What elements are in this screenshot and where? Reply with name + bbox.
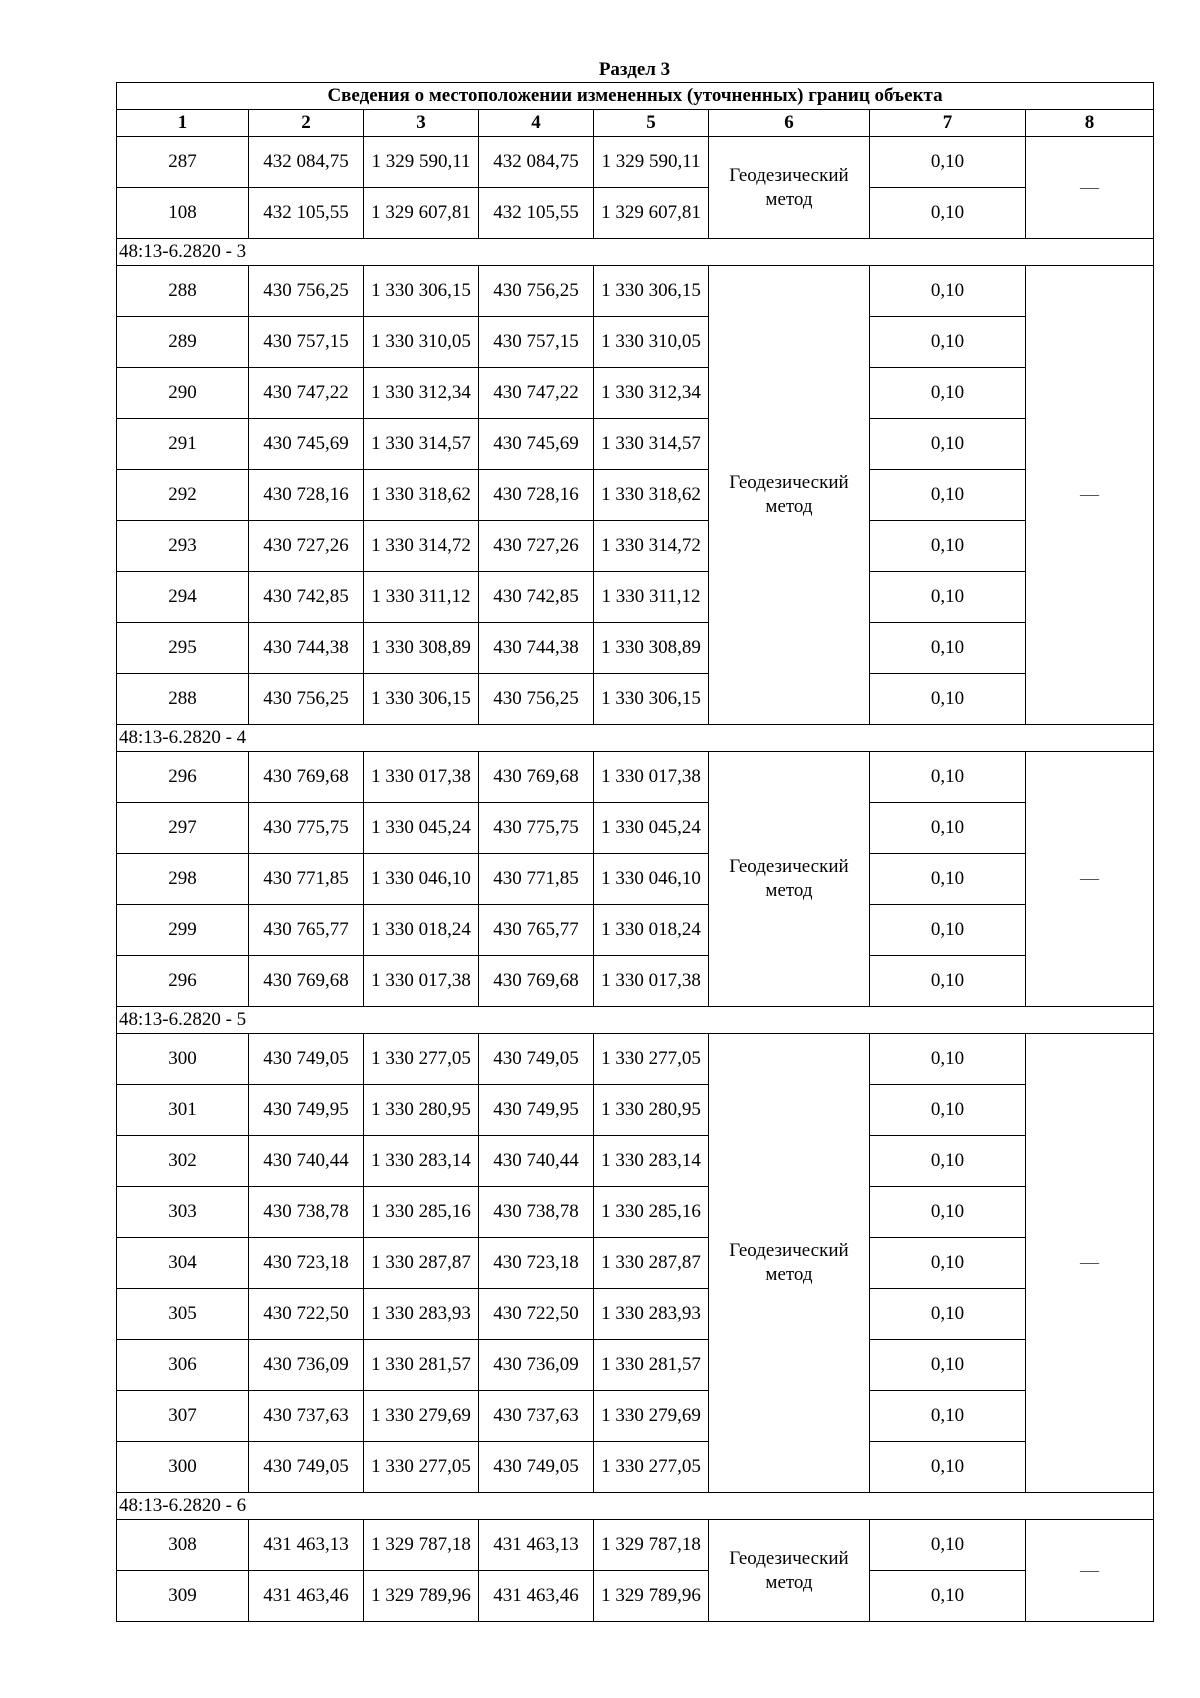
accuracy-value: 0,10 bbox=[870, 803, 1026, 854]
x-coordinate: 430 722,50 bbox=[249, 1289, 364, 1340]
y-coordinate: 1 329 607,81 bbox=[364, 188, 479, 239]
y-coordinate-new: 1 330 306,15 bbox=[594, 266, 709, 317]
x-coordinate-new: 430 757,15 bbox=[479, 317, 594, 368]
y-coordinate-new: 1 330 287,87 bbox=[594, 1238, 709, 1289]
y-coordinate: 1 330 281,57 bbox=[364, 1340, 479, 1391]
x-coordinate: 430 775,75 bbox=[249, 803, 364, 854]
section-title: Раздел 3 bbox=[598, 59, 671, 80]
column-number: 7 bbox=[870, 110, 1026, 137]
point-number: 298 bbox=[117, 854, 249, 905]
table-body bbox=[117, 83, 1154, 1622]
y-coordinate: 1 330 017,38 bbox=[364, 752, 479, 803]
x-coordinate-new: 430 738,78 bbox=[479, 1187, 594, 1238]
y-coordinate: 1 330 308,89 bbox=[364, 623, 479, 674]
accuracy-value: 0,10 bbox=[870, 752, 1026, 803]
column-8-dash: — bbox=[1026, 752, 1154, 1007]
accuracy-value: 0,10 bbox=[870, 1085, 1026, 1136]
x-coordinate: 430 745,69 bbox=[249, 419, 364, 470]
x-coordinate-new: 430 765,77 bbox=[479, 905, 594, 956]
y-coordinate-new: 1 330 283,14 bbox=[594, 1136, 709, 1187]
y-coordinate-new: 1 330 279,69 bbox=[594, 1391, 709, 1442]
accuracy-value: 0,10 bbox=[870, 317, 1026, 368]
point-number: 108 bbox=[117, 188, 249, 239]
accuracy-value: 0,10 bbox=[870, 1187, 1026, 1238]
x-coordinate-new: 430 769,68 bbox=[479, 956, 594, 1007]
x-coordinate: 430 742,85 bbox=[249, 572, 364, 623]
y-coordinate: 1 329 789,96 bbox=[364, 1571, 479, 1622]
x-coordinate: 430 749,05 bbox=[249, 1442, 364, 1493]
column-number: 4 bbox=[479, 110, 594, 137]
accuracy-value: 0,10 bbox=[870, 521, 1026, 572]
x-coordinate: 430 757,15 bbox=[249, 317, 364, 368]
x-coordinate: 430 749,95 bbox=[249, 1085, 364, 1136]
point-number: 291 bbox=[117, 419, 249, 470]
column-number-row bbox=[117, 110, 1154, 137]
y-coordinate: 1 330 287,87 bbox=[364, 1238, 479, 1289]
accuracy-value: 0,10 bbox=[870, 368, 1026, 419]
point-number: 295 bbox=[117, 623, 249, 674]
accuracy-value: 0,10 bbox=[870, 623, 1026, 674]
y-coordinate: 1 330 306,15 bbox=[364, 674, 479, 725]
y-coordinate: 1 329 787,18 bbox=[364, 1520, 479, 1571]
x-coordinate-new: 430 728,16 bbox=[479, 470, 594, 521]
table-row bbox=[117, 1340, 1154, 1391]
accuracy-value: 0,10 bbox=[870, 470, 1026, 521]
accuracy-value: 0,10 bbox=[870, 1034, 1026, 1085]
table-row bbox=[117, 368, 1154, 419]
method-cell: Геодезический метод bbox=[709, 1520, 870, 1622]
y-coordinate-new: 1 330 318,62 bbox=[594, 470, 709, 521]
y-coordinate: 1 330 318,62 bbox=[364, 470, 479, 521]
point-number: 296 bbox=[117, 752, 249, 803]
accuracy-value: 0,10 bbox=[870, 188, 1026, 239]
x-coordinate-new: 430 756,25 bbox=[479, 266, 594, 317]
table-row bbox=[117, 1520, 1154, 1571]
x-coordinate-new: 430 737,63 bbox=[479, 1391, 594, 1442]
accuracy-value: 0,10 bbox=[870, 266, 1026, 317]
x-coordinate-new: 430 742,85 bbox=[479, 572, 594, 623]
method-cell: Геодезический метод bbox=[709, 1034, 870, 1493]
column-number: 1 bbox=[117, 110, 249, 137]
table-row bbox=[117, 521, 1154, 572]
x-coordinate-new: 430 723,18 bbox=[479, 1238, 594, 1289]
accuracy-value: 0,10 bbox=[870, 956, 1026, 1007]
table-title: Сведения о местоположении измененных (уточненных) границ объекта bbox=[117, 83, 1154, 110]
x-coordinate-new: 430 740,44 bbox=[479, 1136, 594, 1187]
y-coordinate-new: 1 330 306,15 bbox=[594, 674, 709, 725]
group-label-row bbox=[117, 1007, 1154, 1034]
y-coordinate: 1 330 310,05 bbox=[364, 317, 479, 368]
table-row bbox=[117, 1571, 1154, 1622]
x-coordinate-new: 430 749,05 bbox=[479, 1442, 594, 1493]
y-coordinate-new: 1 329 607,81 bbox=[594, 188, 709, 239]
x-coordinate: 430 736,09 bbox=[249, 1340, 364, 1391]
x-coordinate-new: 430 744,38 bbox=[479, 623, 594, 674]
method-cell: Геодезический метод bbox=[709, 137, 870, 239]
y-coordinate-new: 1 329 789,96 bbox=[594, 1571, 709, 1622]
y-coordinate-new: 1 330 314,72 bbox=[594, 521, 709, 572]
column-8-dash: — bbox=[1026, 266, 1154, 725]
point-number: 308 bbox=[117, 1520, 249, 1571]
y-coordinate: 1 330 277,05 bbox=[364, 1442, 479, 1493]
y-coordinate-new: 1 330 280,95 bbox=[594, 1085, 709, 1136]
x-coordinate: 430 744,38 bbox=[249, 623, 364, 674]
point-number: 288 bbox=[117, 674, 249, 725]
x-coordinate-new: 432 084,75 bbox=[479, 137, 594, 188]
accuracy-value: 0,10 bbox=[870, 1340, 1026, 1391]
table-row bbox=[117, 803, 1154, 854]
group-label: 48:13-6.2820 - 5 bbox=[117, 1007, 1154, 1034]
x-coordinate: 432 084,75 bbox=[249, 137, 364, 188]
y-coordinate: 1 330 018,24 bbox=[364, 905, 479, 956]
accuracy-value: 0,10 bbox=[870, 1442, 1026, 1493]
x-coordinate: 431 463,13 bbox=[249, 1520, 364, 1571]
point-number: 303 bbox=[117, 1187, 249, 1238]
point-number: 294 bbox=[117, 572, 249, 623]
point-number: 289 bbox=[117, 317, 249, 368]
table-row bbox=[117, 1442, 1154, 1493]
accuracy-value: 0,10 bbox=[870, 854, 1026, 905]
x-coordinate: 430 756,25 bbox=[249, 674, 364, 725]
x-coordinate-new: 431 463,46 bbox=[479, 1571, 594, 1622]
table-row bbox=[117, 905, 1154, 956]
y-coordinate-new: 1 330 017,38 bbox=[594, 956, 709, 1007]
point-number: 300 bbox=[117, 1034, 249, 1085]
x-coordinate-new: 430 756,25 bbox=[479, 674, 594, 725]
point-number: 292 bbox=[117, 470, 249, 521]
point-number: 306 bbox=[117, 1340, 249, 1391]
x-coordinate: 430 723,18 bbox=[249, 1238, 364, 1289]
y-coordinate-new: 1 330 285,16 bbox=[594, 1187, 709, 1238]
accuracy-value: 0,10 bbox=[870, 1289, 1026, 1340]
x-coordinate-new: 430 749,05 bbox=[479, 1034, 594, 1085]
point-number: 288 bbox=[117, 266, 249, 317]
accuracy-value: 0,10 bbox=[870, 419, 1026, 470]
y-coordinate: 1 329 590,11 bbox=[364, 137, 479, 188]
y-coordinate: 1 330 312,34 bbox=[364, 368, 479, 419]
table-row bbox=[117, 266, 1154, 317]
y-coordinate: 1 330 045,24 bbox=[364, 803, 479, 854]
table-row bbox=[117, 956, 1154, 1007]
point-number: 302 bbox=[117, 1136, 249, 1187]
x-coordinate: 430 756,25 bbox=[249, 266, 364, 317]
x-coordinate-new: 431 463,13 bbox=[479, 1520, 594, 1571]
column-8-dash: — bbox=[1026, 1034, 1154, 1493]
table-row bbox=[117, 1238, 1154, 1289]
y-coordinate-new: 1 329 590,11 bbox=[594, 137, 709, 188]
point-number: 297 bbox=[117, 803, 249, 854]
x-coordinate-new: 430 745,69 bbox=[479, 419, 594, 470]
table-row bbox=[117, 470, 1154, 521]
table-row bbox=[117, 1034, 1154, 1085]
x-coordinate: 430 737,63 bbox=[249, 1391, 364, 1442]
y-coordinate-new: 1 330 314,57 bbox=[594, 419, 709, 470]
accuracy-value: 0,10 bbox=[870, 1238, 1026, 1289]
table-row bbox=[117, 572, 1154, 623]
y-coordinate-new: 1 330 018,24 bbox=[594, 905, 709, 956]
point-number: 309 bbox=[117, 1571, 249, 1622]
y-coordinate-new: 1 330 283,93 bbox=[594, 1289, 709, 1340]
x-coordinate: 430 769,68 bbox=[249, 752, 364, 803]
point-number: 287 bbox=[117, 137, 249, 188]
accuracy-value: 0,10 bbox=[870, 1571, 1026, 1622]
y-coordinate-new: 1 330 281,57 bbox=[594, 1340, 709, 1391]
point-number: 299 bbox=[117, 905, 249, 956]
table-row bbox=[117, 674, 1154, 725]
y-coordinate: 1 330 279,69 bbox=[364, 1391, 479, 1442]
table-row bbox=[117, 1136, 1154, 1187]
y-coordinate: 1 330 017,38 bbox=[364, 956, 479, 1007]
point-number: 304 bbox=[117, 1238, 249, 1289]
x-coordinate-new: 430 747,22 bbox=[479, 368, 594, 419]
x-coordinate-new: 430 736,09 bbox=[479, 1340, 594, 1391]
y-coordinate-new: 1 330 311,12 bbox=[594, 572, 709, 623]
x-coordinate: 430 728,16 bbox=[249, 470, 364, 521]
accuracy-value: 0,10 bbox=[870, 572, 1026, 623]
y-coordinate: 1 330 314,72 bbox=[364, 521, 479, 572]
group-label-row bbox=[117, 725, 1154, 752]
y-coordinate-new: 1 330 277,05 bbox=[594, 1034, 709, 1085]
accuracy-value: 0,10 bbox=[870, 674, 1026, 725]
point-number: 301 bbox=[117, 1085, 249, 1136]
x-coordinate: 430 769,68 bbox=[249, 956, 364, 1007]
x-coordinate: 430 740,44 bbox=[249, 1136, 364, 1187]
column-number: 3 bbox=[364, 110, 479, 137]
table-row bbox=[117, 188, 1154, 239]
group-label: 48:13-6.2820 - 4 bbox=[117, 725, 1154, 752]
table-row bbox=[117, 1085, 1154, 1136]
x-coordinate: 430 747,22 bbox=[249, 368, 364, 419]
y-coordinate: 1 330 283,14 bbox=[364, 1136, 479, 1187]
y-coordinate: 1 330 285,16 bbox=[364, 1187, 479, 1238]
y-coordinate-new: 1 330 277,05 bbox=[594, 1442, 709, 1493]
x-coordinate: 432 105,55 bbox=[249, 188, 364, 239]
table-row bbox=[117, 1289, 1154, 1340]
method-cell: Геодезический метод bbox=[709, 266, 870, 725]
point-number: 296 bbox=[117, 956, 249, 1007]
point-number: 293 bbox=[117, 521, 249, 572]
column-number: 2 bbox=[249, 110, 364, 137]
y-coordinate: 1 330 311,12 bbox=[364, 572, 479, 623]
column-8-dash: — bbox=[1026, 137, 1154, 239]
column-number: 5 bbox=[594, 110, 709, 137]
accuracy-value: 0,10 bbox=[870, 905, 1026, 956]
y-coordinate-new: 1 329 787,18 bbox=[594, 1520, 709, 1571]
point-number: 290 bbox=[117, 368, 249, 419]
group-label: 48:13-6.2820 - 3 bbox=[117, 239, 1154, 266]
table-row bbox=[117, 317, 1154, 368]
table-row bbox=[117, 752, 1154, 803]
y-coordinate-new: 1 330 308,89 bbox=[594, 623, 709, 674]
column-number: 8 bbox=[1026, 110, 1154, 137]
table-row bbox=[117, 1391, 1154, 1442]
y-coordinate-new: 1 330 045,24 bbox=[594, 803, 709, 854]
x-coordinate-new: 430 769,68 bbox=[479, 752, 594, 803]
accuracy-value: 0,10 bbox=[870, 1136, 1026, 1187]
group-label-row bbox=[117, 239, 1154, 266]
group-label: 48:13-6.2820 - 6 bbox=[117, 1493, 1154, 1520]
column-8-dash: — bbox=[1026, 1520, 1154, 1622]
x-coordinate: 430 771,85 bbox=[249, 854, 364, 905]
point-number: 300 bbox=[117, 1442, 249, 1493]
table-row bbox=[117, 854, 1154, 905]
table-row bbox=[117, 419, 1154, 470]
method-cell: Геодезический метод bbox=[709, 752, 870, 1007]
y-coordinate-new: 1 330 046,10 bbox=[594, 854, 709, 905]
x-coordinate: 430 765,77 bbox=[249, 905, 364, 956]
accuracy-value: 0,10 bbox=[870, 1520, 1026, 1571]
y-coordinate: 1 330 277,05 bbox=[364, 1034, 479, 1085]
y-coordinate: 1 330 046,10 bbox=[364, 854, 479, 905]
point-number: 307 bbox=[117, 1391, 249, 1442]
y-coordinate-new: 1 330 312,34 bbox=[594, 368, 709, 419]
x-coordinate-new: 430 775,75 bbox=[479, 803, 594, 854]
accuracy-value: 0,10 bbox=[870, 137, 1026, 188]
table-row bbox=[117, 623, 1154, 674]
y-coordinate-new: 1 330 310,05 bbox=[594, 317, 709, 368]
x-coordinate: 430 727,26 bbox=[249, 521, 364, 572]
y-coordinate: 1 330 280,95 bbox=[364, 1085, 479, 1136]
x-coordinate: 431 463,46 bbox=[249, 1571, 364, 1622]
x-coordinate-new: 432 105,55 bbox=[479, 188, 594, 239]
x-coordinate-new: 430 749,95 bbox=[479, 1085, 594, 1136]
y-coordinate: 1 330 283,93 bbox=[364, 1289, 479, 1340]
boundary-coordinates-table bbox=[116, 82, 1154, 1622]
y-coordinate-new: 1 330 017,38 bbox=[594, 752, 709, 803]
y-coordinate: 1 330 314,57 bbox=[364, 419, 479, 470]
y-coordinate: 1 330 306,15 bbox=[364, 266, 479, 317]
group-label-row bbox=[117, 1493, 1154, 1520]
x-coordinate: 430 749,05 bbox=[249, 1034, 364, 1085]
table-title-row bbox=[117, 83, 1154, 110]
accuracy-value: 0,10 bbox=[870, 1391, 1026, 1442]
x-coordinate-new: 430 771,85 bbox=[479, 854, 594, 905]
x-coordinate-new: 430 722,50 bbox=[479, 1289, 594, 1340]
x-coordinate-new: 430 727,26 bbox=[479, 521, 594, 572]
point-number: 305 bbox=[117, 1289, 249, 1340]
table-row bbox=[117, 137, 1154, 188]
column-number: 6 bbox=[709, 110, 870, 137]
x-coordinate: 430 738,78 bbox=[249, 1187, 364, 1238]
table-row bbox=[117, 1187, 1154, 1238]
